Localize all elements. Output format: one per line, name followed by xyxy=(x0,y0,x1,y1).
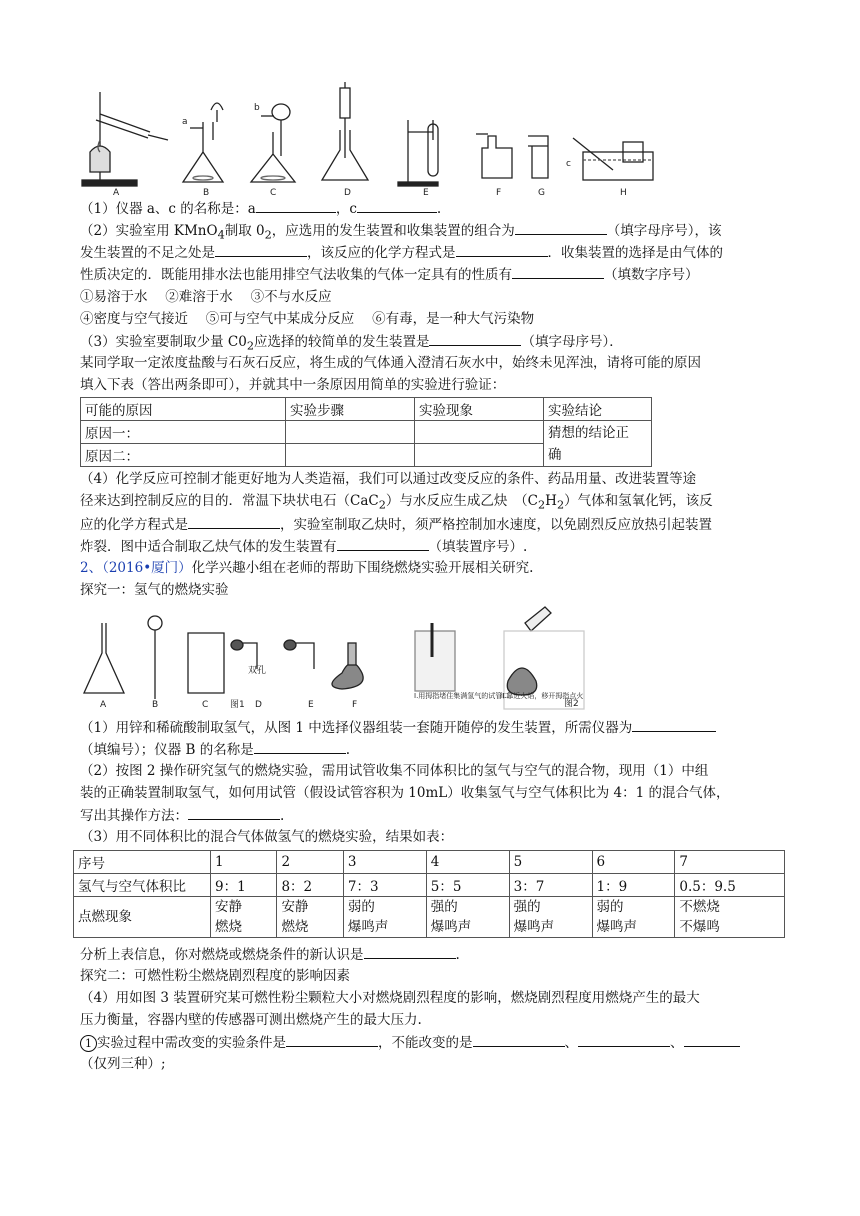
q6-line-1: （2）按图 2 操作研究氢气的燃烧实验，需用试管收集不同体积比的氢气与空气的混合物，现用（1）中组 xyxy=(80,763,709,779)
q4-line-3: 应的化学方程式是 ，实验室制取乙炔时，须严格控制加水速度，以免剧烈反应放热引起装置 xyxy=(80,513,712,536)
q2-line-1: （2）实验室用 KMnO$_4$制取 $0_2$，应选用的发生装置和收集装置的组合为 （填字母序号），该 xyxy=(80,219,722,247)
table-header: 实验步骤 xyxy=(286,398,415,421)
q3-line-1: （3）实验室要制取少量 $C0_2$应选择的较简单的发生装置是 （填字母序号）． xyxy=(80,330,623,358)
blank[interactable] xyxy=(357,197,437,213)
blank[interactable] xyxy=(254,738,346,754)
table-cell: 弱的 爆鸣声 xyxy=(343,897,426,938)
table-cell[interactable] xyxy=(286,444,415,467)
apparatus-figure-1 xyxy=(78,80,658,198)
fig1-mark-b: b xyxy=(254,103,260,113)
explore-2-heading: 探究二：可燃性粉尘燃烧剧烈程度的影响因素 xyxy=(80,968,350,984)
table-cell[interactable] xyxy=(286,421,415,444)
table-cell: 3 xyxy=(343,851,426,874)
table-cell: 原因二： xyxy=(81,444,286,467)
q2-options-2: ④密度与空气接近 ⑤可与空气中某成分反应 ⑥有毒，是一种大气污染物 xyxy=(80,311,535,327)
q4-line-4: 炸裂．图中适合制取乙炔气体的发生装置有 （填装置序号）. xyxy=(80,535,527,558)
table-cell: 不燃烧 不爆鸣 xyxy=(675,897,785,938)
table-cell: 3：7 xyxy=(509,874,592,897)
circled-number: 1 xyxy=(80,1035,97,1052)
blank[interactable] xyxy=(473,1031,565,1047)
fig1-label-e: E xyxy=(423,188,429,198)
q4-line-2: 径来达到控制反应的目的．常温下块状电石（CaC$_2$）与水反应生成乙炔 $(C_2H_2)$气体和氢氧化钙，该反 xyxy=(80,493,713,512)
problem-2-title: 2、（2016•厦门）化学兴趣小组在老师的帮助下围绕燃烧实验开展相关研究. xyxy=(80,560,534,576)
table-cell: 1：9 xyxy=(592,874,675,897)
table-cell: 7：3 xyxy=(343,874,426,897)
conclusion-cell: 猜想的结论正 确 xyxy=(544,421,652,467)
q9-line-1: （4）用如图 3 装置研究某可燃性粉尘颗粒大小对燃烧剧烈程度的影响，燃烧剧烈程度用燃烧产生的最大 xyxy=(80,990,700,1006)
table-row xyxy=(81,421,652,444)
table-cell: 2 xyxy=(277,851,343,874)
q5-line-2: （填编号）；仪器 B 的名称是 . xyxy=(80,738,350,761)
blank[interactable] xyxy=(456,241,548,257)
q9-line-3: 1 实验过程中需改变的实验条件是 ，不能改变的是 、 、 xyxy=(80,1031,740,1054)
source-link[interactable]: （2016•厦门） xyxy=(102,560,192,576)
fig1-label-g: G xyxy=(538,188,545,198)
table-cell: 4 xyxy=(426,851,509,874)
table-row xyxy=(74,874,785,897)
table-header: 可能的原因 xyxy=(81,398,286,421)
explore-1-heading: 探究一：氢气的燃烧实验 xyxy=(80,582,229,598)
table-cell: 5 xyxy=(509,851,592,874)
table-header: 实验现象 xyxy=(415,398,544,421)
fig2-caption: 图2 xyxy=(564,699,579,709)
table-header: 序号 xyxy=(74,851,211,874)
table-cell: 强的 爆鸣声 xyxy=(426,897,509,938)
table-cell: 安静 燃烧 xyxy=(277,897,343,938)
table-header: 实验结论 xyxy=(544,398,652,421)
fig1-label-d: D xyxy=(344,188,351,198)
q9-line-2: 压力衡量，容器内壁的传感器可测出燃烧产生的最大压力. xyxy=(80,1012,422,1028)
blank[interactable] xyxy=(256,197,336,213)
table-cell: 7 xyxy=(675,851,785,874)
reasons-table xyxy=(80,397,652,467)
table-cell: 原因一： xyxy=(81,421,286,444)
blank[interactable] xyxy=(515,219,607,235)
step-1-label: I.用拇指堵住集满氢气的试管口 xyxy=(414,692,510,700)
blank[interactable] xyxy=(364,943,456,959)
q2-options-1: ①易溶于水 ②难溶于水 ③不与水反应 xyxy=(80,289,332,305)
fig1-label-b: B xyxy=(203,188,210,198)
table-cell: 1 xyxy=(211,851,277,874)
blank[interactable] xyxy=(512,263,604,279)
table-row xyxy=(81,398,652,421)
q6-line-3: 写出其操作方法： . xyxy=(80,804,284,827)
table-cell[interactable] xyxy=(415,444,544,467)
hydrogen-results-table xyxy=(73,850,785,938)
table-cell[interactable] xyxy=(415,421,544,444)
fig1-mark-a: a xyxy=(182,117,188,127)
q3-line-3: 填入下表（答出两条即可），并就其中一条原因用简单的实验进行验证： xyxy=(80,377,506,393)
blank[interactable] xyxy=(337,535,429,551)
fig2-label-b: B xyxy=(152,700,159,710)
table-row xyxy=(74,897,785,938)
q3-line-2: 某同学取一定浓度盐酸与石灰石反应，将生成的气体通入澄清石灰水中，始终未见浑浊，请将可能的原因 xyxy=(80,355,701,371)
blank[interactable] xyxy=(188,513,280,529)
table-cell: 9：1 xyxy=(211,874,277,897)
q5-line-1: （1）用锌和稀硫酸制取氢气，从图 1 中选择仪器组装一套随开随停的发生装置，所需仪器为 xyxy=(80,716,716,739)
fig1-mark-c: c xyxy=(566,159,571,169)
fig1-caption: 图1 xyxy=(230,700,245,710)
table-cell: 6 xyxy=(592,851,675,874)
blank[interactable] xyxy=(188,804,280,820)
table-cell: 安静 燃烧 xyxy=(211,897,277,938)
table-row xyxy=(74,851,785,874)
fig2-label-c: C xyxy=(202,700,209,710)
q7-line-1: （3）用不同体积比的混合气体做氢气的燃烧实验，结果如表： xyxy=(80,829,454,845)
table-cell: 8：2 xyxy=(277,874,343,897)
apparatus-figure-2 xyxy=(80,603,780,713)
q8-line-1: 分析上表信息，你对燃烧或燃烧条件的新认识是 . xyxy=(80,943,460,966)
blank[interactable] xyxy=(578,1031,670,1047)
q1-line: （1）仪器 a、c 的名称是：a ，c . xyxy=(80,197,441,220)
step-2-label: II.靠近火焰，移开拇指点火 xyxy=(500,692,584,700)
fig1-label-c: C xyxy=(270,188,277,198)
table-header: 氢气与空气体积比 xyxy=(74,874,211,897)
blank[interactable] xyxy=(684,1031,740,1047)
blank[interactable] xyxy=(632,716,716,732)
table-cell: 弱的 爆鸣声 xyxy=(592,897,675,938)
blank[interactable] xyxy=(286,1031,378,1047)
q9-line-4: （仅列三种）; xyxy=(80,1056,166,1072)
fig2-label-f: F xyxy=(352,700,358,710)
fig2-label-d: D xyxy=(255,700,262,710)
q6-line-2: 装的正确装置制取氢气，如何用试管（假设试管容积为 10mL）收集氢气与空气体积比为 4：1 的混合气体， xyxy=(80,785,730,801)
q2-line-3: 性质决定的．既能用排水法也能用排空气法收集的气体一定具有的性质有 （填数字序号） xyxy=(80,263,699,286)
double-hole-label: 双孔 xyxy=(248,666,267,676)
q2-line-2: 发生装置的不足之处是 ，该反应的化学方程式是 ．收集装置的选择是由气体的 xyxy=(80,241,723,264)
fig1-label-f: F xyxy=(496,188,502,198)
table-cell: 5：5 xyxy=(426,874,509,897)
fig2-label-a: A xyxy=(100,700,107,710)
fig1-label-h: H xyxy=(620,188,627,198)
table-cell: 0.5：9.5 xyxy=(675,874,785,897)
blank[interactable] xyxy=(429,330,521,346)
table-header: 点燃现象 xyxy=(74,897,211,938)
blank[interactable] xyxy=(215,241,307,257)
fig1-label-a: A xyxy=(113,188,120,198)
table-cell: 强的 爆鸣声 xyxy=(509,897,592,938)
q4-line-1: （4）化学反应可控制才能更好地为人类造福，我们可以通过改变反应的条件、药品用量、改进装置等途 xyxy=(80,471,697,487)
fig2-label-e: E xyxy=(308,700,314,710)
